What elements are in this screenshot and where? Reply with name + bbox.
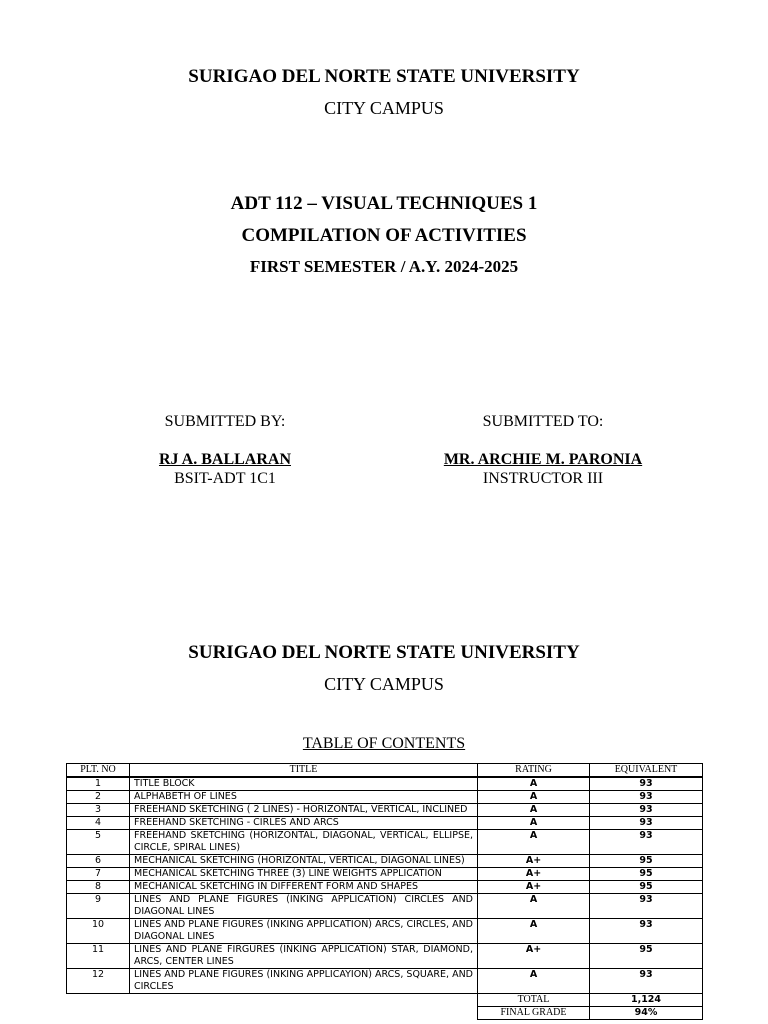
submitted-to-label: SUBMITTED TO: <box>482 413 604 430</box>
col-title: TITLE <box>130 764 478 778</box>
cover-campus: CITY CAMPUS <box>324 98 444 118</box>
plate-title-cell: MECHANICAL SKETCHING IN DIFFERENT FORM AND SHAPES <box>130 881 478 894</box>
table-row <box>67 855 703 868</box>
plate-title-cell: LINES AND PLANE FIGURES (INKING APPLICATION) ARCS, CIRCLES, AND DIAGONAL LINES <box>130 919 478 944</box>
table-row <box>67 791 703 804</box>
rating-cell: A <box>478 830 590 855</box>
submitted-by-label: SUBMITTED BY: <box>164 413 286 430</box>
rating-cell: A <box>478 817 590 830</box>
toc-university: SURIGAO DEL NORTE STATE UNIVERSITY <box>188 642 580 663</box>
cover-university: SURIGAO DEL NORTE STATE UNIVERSITY <box>188 66 580 87</box>
rating-cell: A+ <box>478 881 590 894</box>
plate-title-cell: LINES AND PLANE FIGURES (INKING APPLICAYION) ARCS, SQUARE, AND CIRCLES <box>130 969 478 994</box>
table-row <box>67 777 703 791</box>
rating-cell: A <box>478 919 590 944</box>
rating-cell: A+ <box>478 944 590 969</box>
toc-heading <box>0 735 768 753</box>
plate-title-cell: FREEHAND SKETCHING - CIRLES AND ARCS <box>130 817 478 830</box>
final-grade-spacer <box>67 1007 478 1020</box>
rating-cell: A <box>478 804 590 817</box>
total-label: TOTAL <box>478 994 590 1007</box>
table-row <box>67 804 703 817</box>
semester-line: FIRST SEMESTER / A.Y. 2024-2025 <box>249 257 519 276</box>
course-title: ADT 112 – VISUAL TECHNIQUES 1 <box>230 193 538 214</box>
toc-header-row <box>67 764 703 778</box>
plate-number-cell: 4 <box>67 817 130 830</box>
equivalent-cell: 93 <box>590 919 703 944</box>
toc-campus: CITY CAMPUS <box>324 674 444 694</box>
table-row <box>67 881 703 894</box>
equivalent-cell: 93 <box>590 804 703 817</box>
table-row <box>67 868 703 881</box>
submitted-to-name: MR. ARCHIE M. PARONIA <box>443 451 643 468</box>
submitted-by-info: BSIT-ADT 1C1 <box>174 470 276 487</box>
rating-cell: A <box>478 791 590 804</box>
plate-number-cell: 7 <box>67 868 130 881</box>
equivalent-cell: 93 <box>590 830 703 855</box>
plate-title-cell: TITLE BLOCK <box>130 777 478 791</box>
total-value: 1,124 <box>590 994 703 1007</box>
table-row <box>67 817 703 830</box>
rating-cell: A <box>478 894 590 919</box>
equivalent-cell: 95 <box>590 881 703 894</box>
plate-title-cell: MECHANICAL SKETCHING (HORIZONTAL, VERTICAL, DIAGONAL LINES) <box>130 855 478 868</box>
table-row <box>67 830 703 855</box>
total-spacer <box>67 994 478 1007</box>
plate-number-cell: 2 <box>67 791 130 804</box>
final-grade-label: FINAL GRADE <box>478 1007 590 1020</box>
plate-title-cell: ALPHABETH OF LINES <box>130 791 478 804</box>
plate-number-cell: 11 <box>67 944 130 969</box>
total-row <box>67 994 703 1007</box>
equivalent-cell: 93 <box>590 791 703 804</box>
final-grade-value: 94% <box>590 1007 703 1020</box>
equivalent-cell: 95 <box>590 855 703 868</box>
compilation-subtitle: COMPILATION OF ACTIVITIES <box>241 225 527 246</box>
table-row <box>67 944 703 969</box>
rating-cell: A <box>478 777 590 791</box>
plate-title-cell: FREEHAND SKETCHING (HORIZONTAL, DIAGONAL, VERTICAL, ELLIPSE, CIRCLE, SPIRAL LINES) <box>130 830 478 855</box>
table-row <box>67 894 703 919</box>
table-of-contents <box>66 763 703 1020</box>
equivalent-cell: 93 <box>590 777 703 791</box>
final-grade-row <box>67 1007 703 1020</box>
col-equivalent: EQUIVALENT <box>590 764 703 778</box>
plate-title-cell: FREEHAND SKETCHING ( 2 LINES) - HORIZONTAL, VERTICAL, INCLINED <box>130 804 478 817</box>
plate-number-cell: 5 <box>67 830 130 855</box>
equivalent-cell: 95 <box>590 944 703 969</box>
submitted-to-info: INSTRUCTOR III <box>482 470 604 487</box>
plate-number-cell: 3 <box>67 804 130 817</box>
equivalent-cell: 93 <box>590 894 703 919</box>
plate-title-cell: LINES AND PLANE FIRGURES (INKING APPLICATION) STAR, DIAMOND, ARCS, CENTER LINES <box>130 944 478 969</box>
plate-number-cell: 9 <box>67 894 130 919</box>
rating-cell: A+ <box>478 855 590 868</box>
table-row <box>67 919 703 944</box>
submitted-by-name: RJ A. BALLARAN <box>158 451 291 468</box>
plate-number-cell: 1 <box>67 777 130 791</box>
rating-cell: A <box>478 969 590 994</box>
rating-cell: A+ <box>478 868 590 881</box>
col-plt-no: PLT. NO <box>67 764 130 778</box>
toc-body <box>67 777 703 994</box>
col-rating: RATING <box>478 764 590 778</box>
plate-number-cell: 8 <box>67 881 130 894</box>
equivalent-cell: 93 <box>590 817 703 830</box>
table-row <box>67 969 703 994</box>
plate-number-cell: 12 <box>67 969 130 994</box>
plate-number-cell: 6 <box>67 855 130 868</box>
equivalent-cell: 93 <box>590 969 703 994</box>
toc-heading-text: TABLE OF CONTENTS <box>302 735 466 752</box>
plate-number-cell: 10 <box>67 919 130 944</box>
equivalent-cell: 95 <box>590 868 703 881</box>
plate-title-cell: MECHANICAL SKETCHING THREE (3) LINE WEIGHTS APPLICATION <box>130 868 478 881</box>
plate-title-cell: LINES AND PLANE FIGURES (INKING APPLICATION) CIRCLES AND DIAGONAL LINES <box>130 894 478 919</box>
